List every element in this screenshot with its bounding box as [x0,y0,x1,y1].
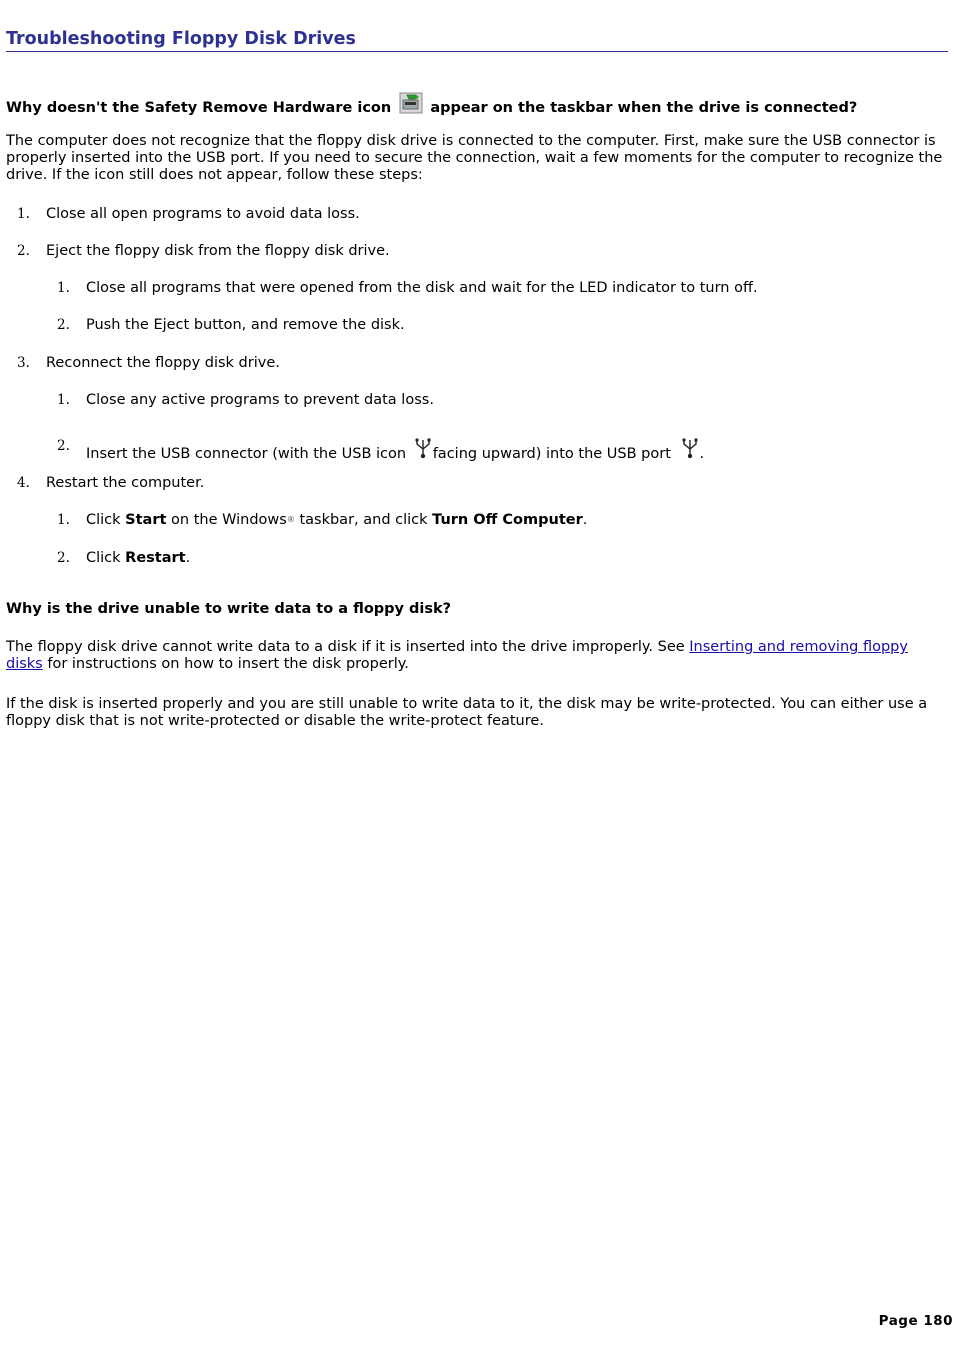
list-number: 4. [17,475,30,491]
link-text-line2[interactable]: disks [6,656,43,672]
page-title: Troubleshooting Floppy Disk Drives [6,28,948,52]
list-text-part: . [582,512,588,528]
question-text-before: Why doesn't the Safety Remove Hardware icon [6,100,392,116]
turn-off-computer-term: Turn Off Computer [432,512,583,528]
page-number: Page 180 [878,1313,953,1329]
usb-icon [413,437,433,464]
list-number: 2. [17,243,30,259]
list-text-part: Click [86,550,121,566]
list-text-part: facing upward) into the USB port [432,446,671,462]
list-number: 1. [57,280,70,296]
list-text: Close all open programs to avoid data loss. [46,206,360,222]
list-text: Push the Eject button, and remove the disk. [86,317,405,333]
question-safety-remove [6,92,857,119]
list-text-part: . [185,550,191,566]
paragraph-write-protected: If the disk is inserted properly and you are still unable to write data to it, the disk may be write-protected. You can either use a floppy disk that is not write-protected or disable the write-protect feature. [6,696,928,729]
registered-mark: ® [286,515,295,524]
question-text-after: appear on the taskbar when the drive is connected? [430,100,858,116]
safely-remove-hardware-icon [399,92,423,119]
list-text: Close all programs that were opened from the disk and wait for the LED indicator to turn off. [86,280,758,296]
start-term: Start [125,512,167,528]
list-number: 2. [57,550,70,566]
list-number: 2. [57,438,70,454]
list-text-part: taskbar, and click [299,512,428,528]
question-write-data: Why is the drive unable to write data to a floppy disk? [6,601,452,617]
restart-term: Restart [125,550,186,566]
paragraph-text: The floppy disk drive cannot write data to a disk if it is inserted into the drive improperly. See [6,639,685,655]
paragraph-intro: The computer does not recognize that the floppy disk drive is connected to the computer. First, make sure the USB connector is properly inserted into the USB port. If you need to secure the connection, wait a few moments for the computer to recognize the drive. If the icon still does not appear, follow these steps: [6,133,943,183]
list-number: 3. [17,355,30,371]
list-text: Eject the floppy disk from the floppy disk drive. [46,243,390,259]
list-text [86,437,704,464]
paragraph-write-protect-info [6,639,946,673]
list-text-part: . [699,446,705,462]
list-number: 2. [57,317,70,333]
usb-port-icon [680,437,700,464]
list-text: Restart the computer. [46,475,205,491]
list-number: 1. [57,392,70,408]
list-text: Reconnect the floppy disk drive. [46,355,280,371]
list-text-part: Insert the USB connector (with the USB icon [86,446,407,462]
paragraph-text: for instructions on how to insert the disk properly. [47,656,409,672]
list-number: 1. [17,206,30,222]
list-text: Close any active programs to prevent data loss. [86,392,434,408]
list-text-part: Click [86,512,121,528]
list-text-part: on the Windows [171,512,287,528]
link-text-line1[interactable]: Inserting and removing floppy [689,639,908,655]
list-text [86,549,190,567]
list-number: 1. [57,512,70,528]
list-text [86,511,587,529]
